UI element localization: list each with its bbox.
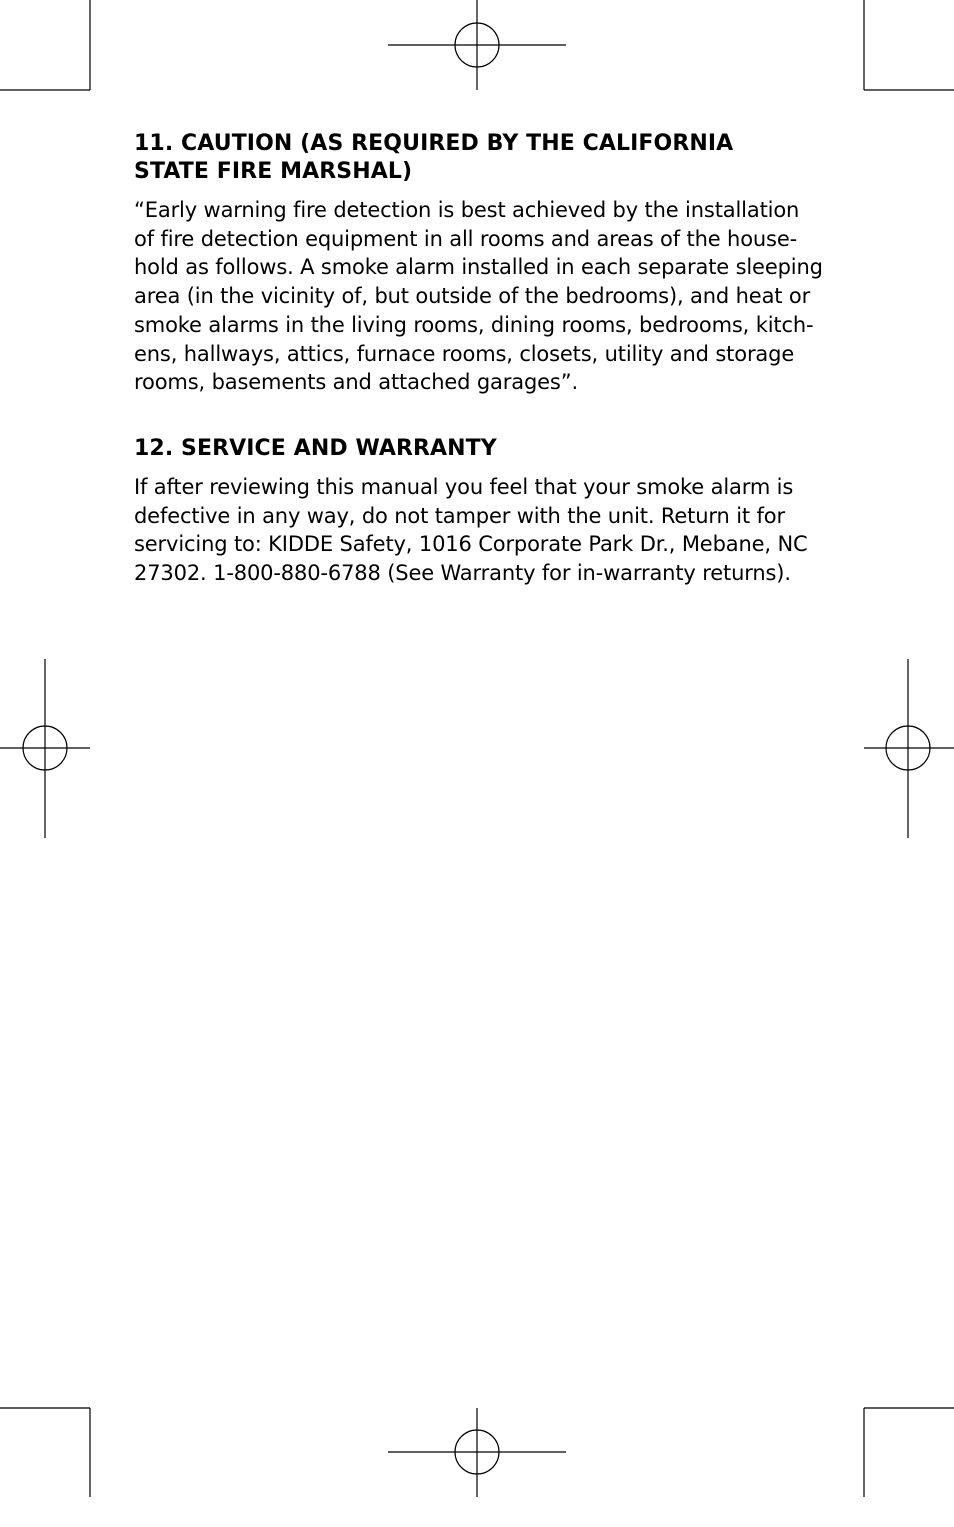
crop-mark-bottom-right <box>864 1408 954 1497</box>
crop-mark-bottom-left <box>0 1408 90 1497</box>
section-body <box>134 196 824 397</box>
manual-page-content <box>134 130 824 588</box>
section-heading <box>134 130 824 186</box>
section-heading <box>134 435 824 463</box>
heading-line: STATE FIRE MARSHAL) <box>134 159 413 184</box>
registration-mark-top <box>388 0 566 90</box>
section-caution <box>134 130 824 397</box>
section-service-warranty <box>134 435 824 588</box>
body-line: servicing to: KIDDE Safety, 1016 Corporate Park Dr., Mebane, NC <box>134 532 808 557</box>
heading-line: 11. CAUTION (AS REQUIRED BY THE CALIFORNIA <box>134 131 734 156</box>
crop-mark-top-right <box>864 0 954 90</box>
body-line: area (in the vicinity of, but outside of the bedrooms), and heat or <box>134 284 811 309</box>
body-line: If after reviewing this manual you feel that your smoke alarm is <box>134 474 794 499</box>
body-line: “Early warning fire detection is best achieved by the installation <box>134 198 800 222</box>
body-line: defective in any way, do not tamper with the unit. Return it for <box>134 503 785 528</box>
body-line: of fire detection equipment in all rooms and areas of the house- <box>134 226 798 251</box>
crop-mark-top-left <box>0 0 90 90</box>
body-line: 27302. 1-800-880-6788 (See Warranty for in-warranty returns). <box>134 561 791 586</box>
body-line: ens, hallways, attics, furnace rooms, closets, utility and storage <box>134 341 795 366</box>
registration-mark-left <box>0 659 90 838</box>
registration-mark-bottom <box>388 1408 566 1497</box>
heading-line: 12. SERVICE AND WARRANTY <box>134 435 497 461</box>
body-line: rooms, basements and attached garages”. <box>134 370 578 395</box>
registration-mark-right <box>864 659 954 838</box>
section-body <box>134 473 824 588</box>
body-line: smoke alarms in the living rooms, dining rooms, bedrooms, kitch- <box>134 312 814 337</box>
body-line: hold as follows. A smoke alarm installed in each separate sleeping <box>134 255 823 280</box>
